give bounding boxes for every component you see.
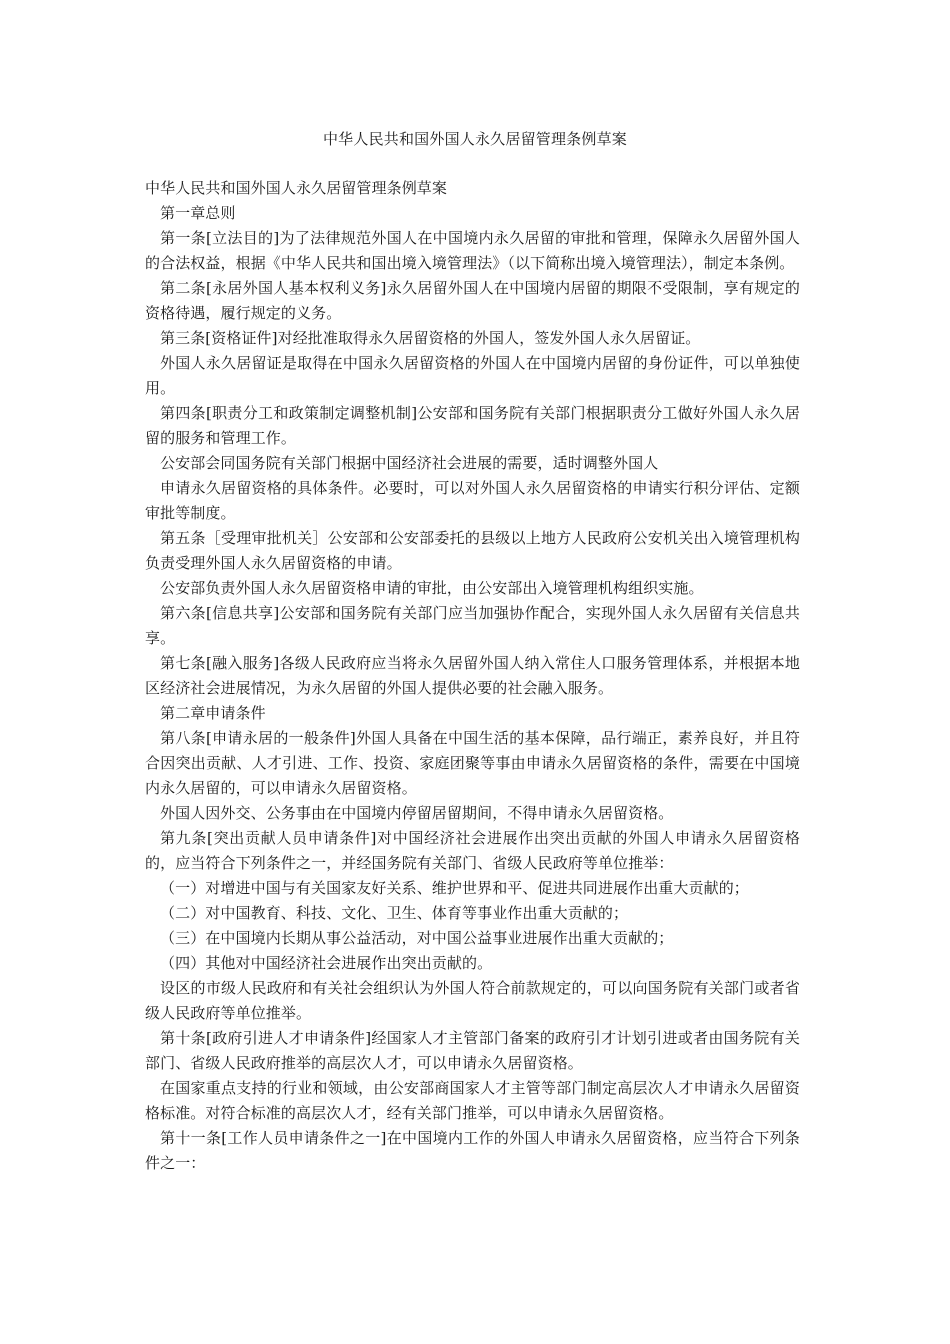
article-paragraph: 公安部负责外国人永久居留资格申请的审批，由公安部出入境管理机构组织实施。: [160, 579, 704, 597]
document-body: [145, 176, 800, 1176]
article-paragraph: 第八条[申请永居的一般条件]外国人具备在中国生活的基本保障，品行端正，素养良好，并且符合因突出贡献、人才引进、工作、投资、家庭团聚等事由申请永久居留资格的条件，需要在中国境内永久居留的，可以申请永久居留资格。: [145, 729, 800, 797]
chapter-heading: 第二章申请条件: [160, 704, 266, 722]
list-item: （二）对中国教育、科技、文化、卫生、体育等事业作出重大贡献的；: [160, 904, 629, 922]
list-item: （四）其他对中国经济社会进展作出突出贡献的。: [160, 954, 493, 972]
article-paragraph: 第二条[永居外国人基本权利义务]永久居留外国人在中国境内居留的期限不受限制，享有规定的资格待遇，履行规定的义务。: [145, 279, 800, 322]
article-paragraph: 第六条[信息共享]公安部和国务院有关部门应当加强协作配合，实现外国人永久居留有关信息共享。: [145, 604, 800, 647]
article-paragraph: 申请永久居留资格的具体条件。必要时，可以对外国人永久居留资格的申请实行积分评估、定额审批等制度。: [145, 479, 800, 522]
list-item: （三）在中国境内长期从事公益活动，对中国公益事业进展作出重大贡献的；: [160, 929, 674, 947]
article-paragraph: 第一条[立法目的]为了法律规范外国人在中国境内永久居留的审批和管理，保障永久居留外国人的合法权益，根据《中华人民共和国出境入境管理法》（以下简称出境入境管理法），制定本条例。: [145, 229, 800, 272]
article-paragraph: 第九条[突出贡献人员申请条件]对中国经济社会进展作出突出贡献的外国人申请永久居留资格的，应当符合下列条件之一，并经国务院有关部门、省级人民政府等单位推举：: [145, 829, 800, 872]
document-title: 中华人民共和国外国人永久居留管理条例草案: [322, 130, 627, 148]
article-paragraph: 外国人因外交、公务事由在中国境内停留居留期间，不得申请永久居留资格。: [160, 804, 674, 822]
article-paragraph: 第三条[资格证件]对经批准取得永久居留资格的外国人，签发外国人永久居留证。: [160, 329, 701, 347]
body-heading: 中华人民共和国外国人永久居留管理条例草案: [145, 179, 448, 197]
article-paragraph: 在国家重点支持的行业和领域，由公安部商国家人才主管等部门制定高层次人才申请永久居留资格标准。对符合标准的高层次人才，经有关部门推举，可以申请永久居留资格。: [145, 1079, 800, 1122]
article-paragraph: 第十一条[工作人员申请条件之一]在中国境内工作的外国人申请永久居留资格，应当符合下列条件之一：: [145, 1129, 800, 1172]
article-paragraph: 公安部会同国务院有关部门根据中国经济社会进展的需要，适时调整外国人: [160, 454, 659, 472]
article-paragraph: 第五条［受理审批机关］公安部和公安部委托的县级以上地方人民政府公安机关出入境管理机构负责受理外国人永久居留资格的申请。: [145, 529, 800, 572]
chapter-heading: 第一章总则: [160, 204, 236, 222]
article-paragraph: 第十条[政府引进人才申请条件]经国家人才主管部门备案的政府引才计划引进或者由国务院有关部门、省级人民政府推举的高层次人才，可以申请永久居留资格。: [145, 1029, 800, 1072]
list-item: （一）对增进中国与有关国家友好关系、维护世界和平、促进共同进展作出重大贡献的；: [160, 879, 749, 897]
article-paragraph: 外国人永久居留证是取得在中国永久居留资格的外国人在中国境内居留的身份证件，可以单独使用。: [145, 354, 800, 397]
article-paragraph: 第七条[融入服务]各级人民政府应当将永久居留外国人纳入常住人口服务管理体系，并根据本地区经济社会进展情况，为永久居留的外国人提供必要的社会融入服务。: [145, 654, 800, 697]
article-paragraph: 设区的市级人民政府和有关社会组织认为外国人符合前款规定的，可以向国务院有关部门或者省级人民政府等单位推举。: [145, 979, 800, 1022]
article-paragraph: 第四条[职责分工和政策制定调整机制]公安部和国务院有关部门根据职责分工做好外国人永久居留的服务和管理工作。: [145, 404, 800, 447]
